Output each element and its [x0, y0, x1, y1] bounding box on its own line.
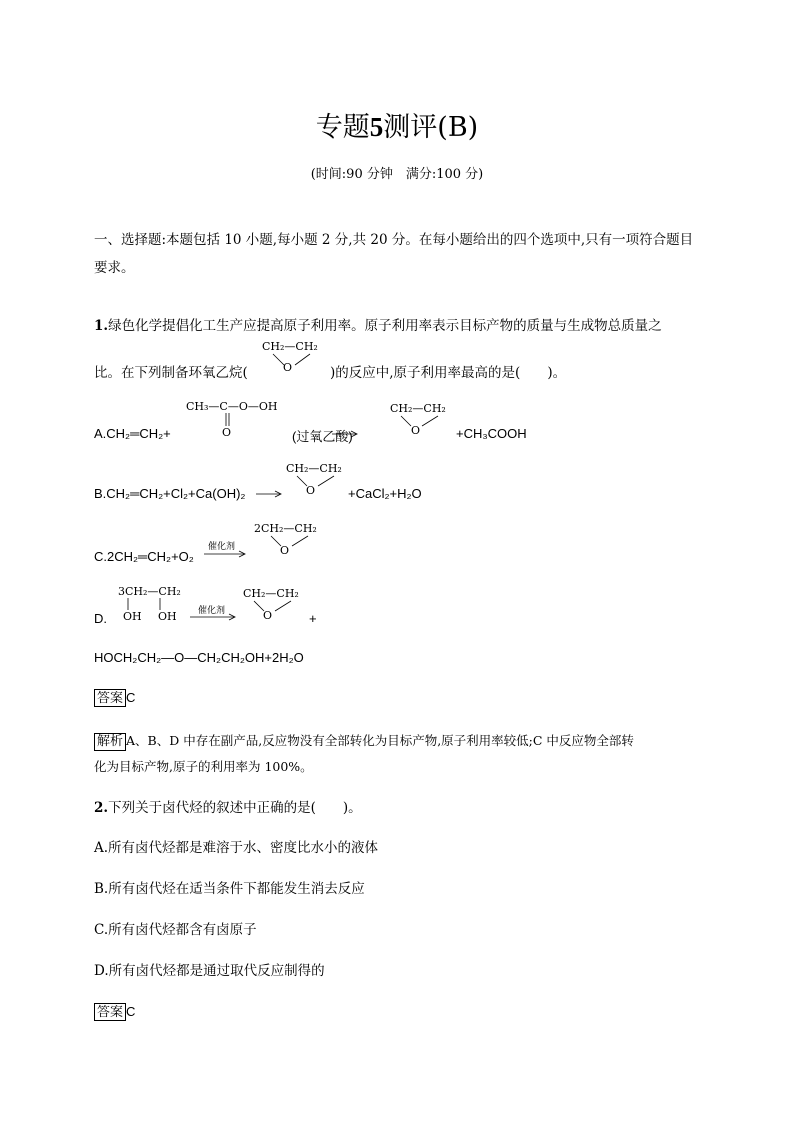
q1-option-a-tail: +CH₃COOH — [456, 426, 527, 441]
c-product-epoxide-top — [254, 522, 317, 535]
q2-stem-text: 下列关于卤代烃的叙述中正确的是( )。 — [108, 800, 362, 816]
q1-option-c-prefix: C.2CH₂═CH₂+O₂ — [94, 549, 194, 564]
d-hydroxyl-2: OH — [158, 610, 177, 623]
q2-answer — [94, 1003, 135, 1021]
b-product-ring-bonds — [294, 475, 339, 489]
reaction-arrow-c — [204, 551, 246, 557]
epoxide-ring-bonds — [270, 353, 315, 369]
q2-stem — [94, 798, 362, 818]
a-product-oxygen: O — [411, 424, 421, 437]
q1-option-d-label: D. — [94, 611, 107, 626]
reaction-arrow-a — [332, 431, 358, 437]
epoxide-oxygen: O — [283, 361, 293, 374]
d-reactant-top: 3CH₂—CH₂ — [118, 585, 181, 598]
c-epoxide-formula: CH₂—CH₂ — [261, 522, 317, 535]
d-catalyst-label: 催化剂 — [198, 606, 226, 616]
d-product-epoxide-top: CH₂—CH₂ — [243, 587, 299, 600]
title-number: 5 — [369, 112, 384, 142]
section-heading-line1: 一、选择题:本题包括 10 小题,每小题 2 分,共 20 分。在每小题给出的四个选项中,只有一项符合题目 — [94, 232, 694, 248]
q1-option-a-note: (过氧乙酸) — [292, 429, 353, 444]
q1-analysis-line2: 化为目标产物,原子的利用率为 100%。 — [94, 759, 313, 774]
peracid-structure-top: CH₃—C—O—OH — [186, 400, 278, 413]
d-plus-sign: + — [309, 611, 317, 626]
q1-option-b-tail: +CaCl₂+H₂O — [348, 486, 422, 501]
c-product-oxygen: O — [280, 544, 290, 557]
section-heading-line2: 要求。 — [94, 260, 135, 276]
q1-number: 1. — [94, 318, 109, 334]
q1-answer-value: C — [126, 690, 136, 705]
q1-option-d-line2: HOCH₂CH₂—O—CH₂CH₂OH+2H₂O — [94, 650, 304, 665]
b-product-oxygen: O — [306, 484, 316, 497]
reaction-arrow-d — [190, 614, 236, 620]
q2-answer-value: C — [126, 1004, 136, 1019]
q1-analysis-line1 — [94, 731, 634, 751]
d-product-oxygen: O — [263, 609, 273, 622]
q1-text-line1: 绿色化学提倡化工生产应提高原子利用率。原子利用率表示目标产物的质量与生成物总质量之 — [108, 318, 662, 334]
answer-label-box: 答案 — [94, 689, 126, 707]
c-coefficient: 2 — [254, 522, 261, 535]
title-prefix: 专题 — [315, 112, 370, 143]
a-product-ring-bonds — [398, 415, 443, 429]
exam-subtitle: (时间:90 分钟 满分:100 分) — [310, 167, 484, 182]
q1-answer — [94, 689, 135, 707]
epoxide-structure-top: CH₂—CH₂ — [262, 340, 318, 353]
peracid-double-bond — [225, 413, 231, 427]
q2-option-c: C.所有卤代烃都含有卤原子 — [94, 922, 257, 938]
title-suffix: 测评(B) — [383, 112, 479, 143]
reaction-arrow-b — [256, 491, 282, 497]
a-product-epoxide-top: CH₂—CH₂ — [390, 402, 446, 415]
q2-option-d: D.所有卤代烃都是通过取代反应制得的 — [94, 963, 325, 979]
q1-option-b-prefix: B.CH₂═CH₂+Cl₂+Ca(OH)₂ — [94, 486, 246, 501]
answer-label-box: 答案 — [94, 1003, 126, 1021]
q1-option-a-prefix: A.CH₂═CH₂+ — [94, 426, 171, 441]
q2-option-a: A.所有卤代烃都是难溶于水、密度比水小的液体 — [94, 840, 379, 856]
q1-analysis-text1: A、B、D 中存在副产品,反应物没有全部转化为目标产物,原子利用率较低;C 中反应物全部转 — [126, 733, 634, 748]
q2-option-b: B.所有卤代烃在适当条件下都能发生消去反应 — [94, 881, 365, 897]
peracid-carbonyl-oxygen: O — [222, 426, 232, 439]
b-product-epoxide-top: CH₂—CH₂ — [286, 462, 342, 475]
q1-stem-line2a: 比。在下列制备环氧乙烷( — [94, 365, 248, 381]
page-title — [0, 105, 794, 144]
d-hydroxyl-1: OH — [123, 610, 142, 623]
d-product-ring-bonds — [251, 600, 296, 614]
q1-stem-line1 — [94, 316, 662, 336]
c-catalyst-label: 催化剂 — [208, 542, 236, 552]
q1-stem-line2b: )的反应中,原子利用率最高的是( )。 — [330, 365, 567, 381]
c-product-ring-bonds — [268, 535, 313, 549]
q2-number: 2. — [94, 800, 109, 816]
analysis-label-box: 解析 — [94, 733, 126, 751]
